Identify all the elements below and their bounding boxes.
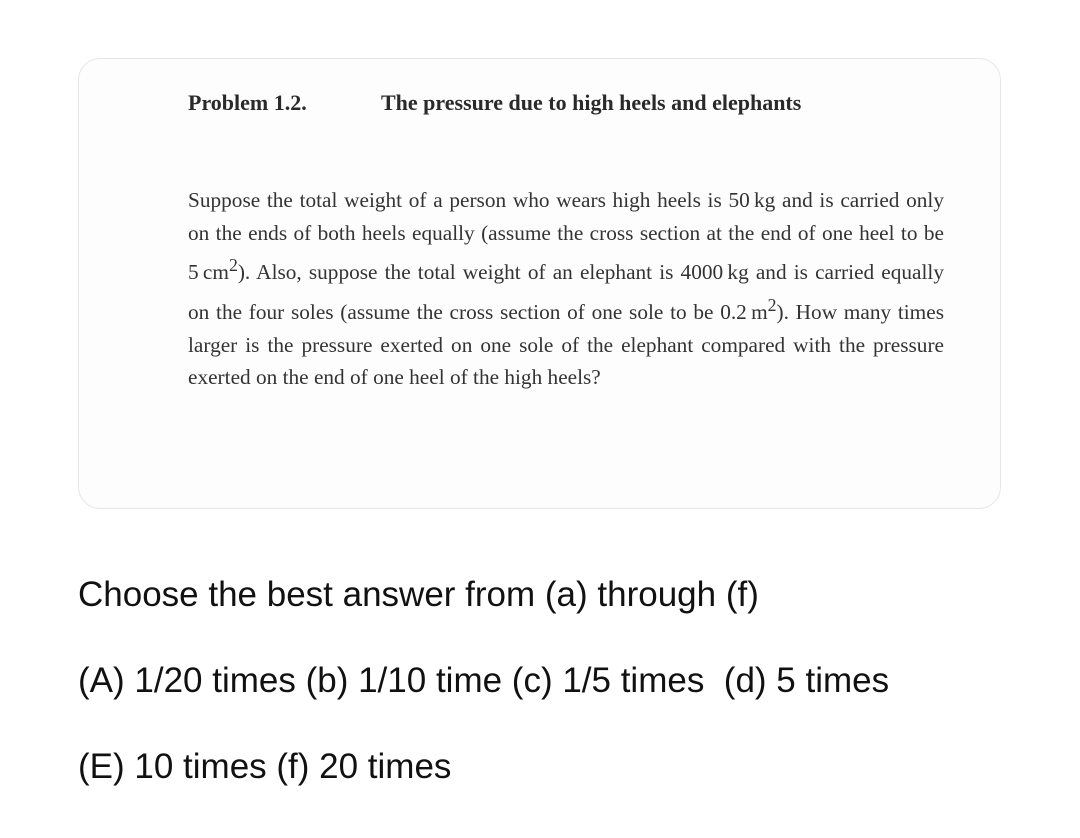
question-prompt: Choose the best answer from (a) through (f)	[78, 575, 759, 614]
problem-number: Problem 1.2.	[188, 90, 307, 115]
problem-text-part-2: ). Also, suppose the total weight of an elephant is 4000 kg and is carried equally on the four soles (assume the cross section of one sole to be 0.2 m	[188, 260, 944, 324]
superscript-2: 2	[767, 294, 777, 315]
answer-options-row-2	[78, 745, 451, 789]
option-a: (A) 1/20 times	[78, 661, 296, 700]
option-b: (b) 1/10 time	[305, 661, 503, 700]
problem-statement	[188, 184, 944, 394]
superscript-1: 2	[228, 255, 238, 276]
option-e: (E) 10 times	[78, 747, 267, 786]
answer-options-row-1	[78, 659, 889, 703]
problem-title: The pressure due to high heels and elephants	[381, 90, 802, 115]
option-c: (c) 1/5 times	[511, 661, 705, 700]
option-f: (f) 20 times	[276, 747, 452, 786]
problem-text-part-1: Suppose the total weight of a person who wears high heels is 50 kg and is carried only on the ends of both heels equally (assume the cross section at the end of one heel to be 5 cm	[188, 188, 944, 285]
problem-text-part-3: ). How many times larger is the pressure exerted on one sole of the elephant compared with the pressure exerted on the end of one heel of the high heels?	[188, 299, 944, 390]
option-d: (d) 5 times	[723, 661, 890, 700]
